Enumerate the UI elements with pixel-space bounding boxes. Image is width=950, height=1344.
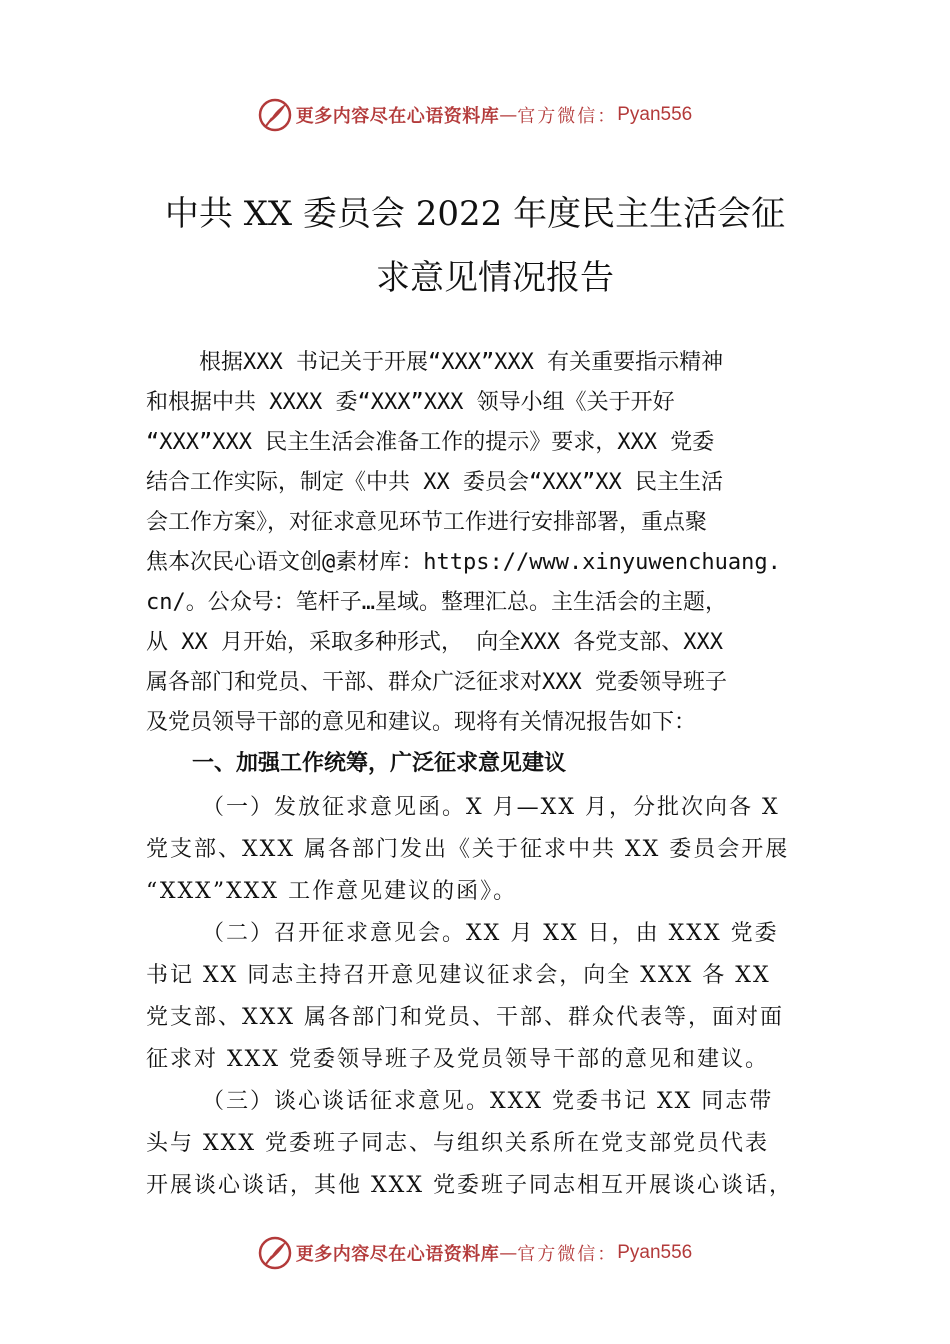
section-line: （三）谈心谈话征求意见。XXX 党委书记 XX 同志带 bbox=[202, 1089, 774, 1114]
section-line: 头与 XXX 党委班子同志、与组织关系所在党支部党员代表 bbox=[146, 1131, 769, 1156]
intro-line: 结合工作实际，制定《中共 XX 委员会“XXX”XX 民主生活 bbox=[146, 470, 723, 495]
section-line: （二）召开征求意见会。XX 月 XX 日，由 XXX 党委 bbox=[202, 921, 779, 946]
banner-text: 更多内容尽在心语资料库 bbox=[295, 106, 500, 127]
intro-line: 从 XX 月开始，采取多种形式， 向全XXX 各党支部、XXX bbox=[146, 630, 723, 655]
header-banner bbox=[0, 95, 950, 135]
section-line: 开展谈心谈话，其他 XXX 党委班子同志相互开展谈心谈话， bbox=[146, 1173, 793, 1198]
banner-wechat-label: 官方微信： bbox=[517, 106, 618, 127]
banner-wechat-label: 官方微信： bbox=[517, 1244, 618, 1265]
document-title-line1: 中共 XX 委员会 2022 年度民主生活会征 bbox=[164, 194, 786, 234]
banner-text: 更多内容尽在心语资料库 bbox=[295, 1244, 500, 1265]
intro-line: 会工作方案》，对征求意见环节工作进行安排部署，重点聚 bbox=[146, 510, 708, 535]
section-line: （一）发放征求意见函。X 月—XX 月，分批次向各 X bbox=[202, 795, 780, 820]
intro-line: 根据XXX 书记关于开展“XXX”XXX 有关重要指示精神 bbox=[146, 350, 724, 375]
intro-line: cn/。公众号：笔杆子…星域。整理汇总。主生活会的主题， bbox=[146, 590, 727, 615]
feather-pen-logo-icon bbox=[258, 1236, 292, 1270]
section-heading: 一、加强工作统筹，广泛征求意见建议 bbox=[192, 751, 567, 776]
banner-dash: — bbox=[499, 104, 518, 126]
banner-wechat-id: Pyan556 bbox=[617, 1242, 693, 1263]
intro-line: 焦本次民心语文创@素材库：https://www.xinyuwenchuang. bbox=[146, 550, 781, 575]
intro-line: 属各部门和党员、干部、群众广泛征求对XXX 党委领导班子 bbox=[146, 670, 727, 695]
section-line: “XXX”XXX 工作意见建议的函》。 bbox=[146, 879, 518, 904]
intro-line: 和根据中共 XXXX 委“XXX”XXX 领导小组《关于开好 bbox=[146, 390, 675, 415]
intro-line: 及党员领导干部的意见和建议。现将有关情况报告如下： bbox=[146, 710, 697, 735]
feather-pen-logo-icon bbox=[258, 98, 292, 132]
intro-line: “XXX”XXX 民主生活会准备工作的提示》要求，XXX 党委 bbox=[146, 430, 715, 455]
document-title-line2: 求意见情况报告 bbox=[376, 258, 614, 298]
section-line: 征求对 XXX 党委领导班子及党员领导干部的意见和建议。 bbox=[146, 1047, 769, 1072]
section-line: 党支部、XXX 属各部门和党员、干部、群众代表等，面对面 bbox=[146, 1005, 784, 1030]
banner-wechat-id: Pyan556 bbox=[617, 104, 693, 125]
section-line: 书记 XX 同志主持召开意见建议征求会，向全 XXX 各 XX bbox=[146, 963, 771, 988]
footer-banner bbox=[0, 1233, 950, 1273]
banner-dash: — bbox=[499, 1242, 518, 1264]
section-line: 党支部、XXX 属各部门发出《关于征求中共 XX 委员会开展 bbox=[146, 837, 790, 862]
